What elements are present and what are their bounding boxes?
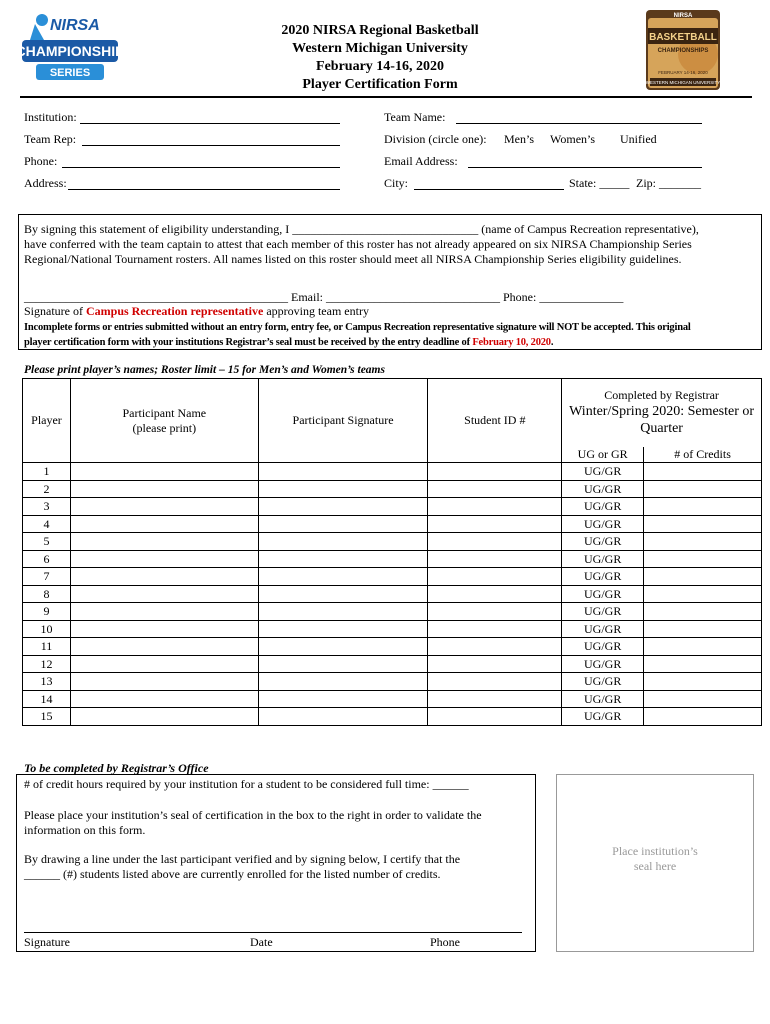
warning-line2-text: player certification form with your institutions Registrar’s seal must be received by the entry deadline of	[24, 337, 473, 348]
participant-signature-cell[interactable]	[258, 673, 428, 691]
credits-cell[interactable]	[644, 516, 762, 533]
header-line3: February 14-16, 2020	[316, 59, 444, 74]
participant-name-cell[interactable]	[70, 638, 258, 656]
player-number: 12	[23, 656, 71, 673]
participant-signature-cell[interactable]	[258, 533, 428, 551]
student-id-cell[interactable]	[428, 586, 562, 603]
ug-gr-cell[interactable]: UG/GR	[562, 621, 644, 638]
eligibility-line3: Regional/National Tournament rosters. All names listed on this roster should meet all NIRSA Championship Series eligibility guidelines.	[24, 252, 682, 266]
participant-signature-cell[interactable]	[258, 656, 428, 673]
roster-row	[23, 516, 762, 533]
basketball-championships-logo	[642, 4, 724, 94]
warning-period: .	[550, 337, 554, 348]
participant-signature-cell[interactable]	[258, 691, 428, 708]
warning-line2	[24, 335, 764, 350]
sig-prefix: Signature of	[24, 304, 86, 318]
student-id-cell[interactable]	[428, 621, 562, 638]
ug-gr-cell[interactable]: UG/GR	[562, 498, 644, 516]
seal-placeholder-line2: seal here	[633, 859, 677, 873]
header-line4: Player Certification Form	[302, 77, 458, 92]
institution-label: Institution:	[24, 110, 77, 124]
col-name-header	[70, 379, 258, 463]
rep-signature-line[interactable]: ____________________________________________ Email: _____________________________ Phone: ______________	[24, 290, 624, 304]
ug-gr-cell[interactable]: UG/GR	[562, 463, 644, 481]
player-number: 2	[23, 481, 71, 498]
institution-field[interactable]	[80, 123, 340, 124]
roster-row	[23, 463, 762, 481]
header-line1: 2020 NIRSA Regional Basketball	[281, 23, 479, 38]
registrar-title: Completed by Registrar	[604, 388, 719, 403]
player-number: 3	[23, 498, 71, 516]
phone-label: Phone:	[24, 154, 58, 168]
header-line2: Western Michigan University	[292, 41, 468, 56]
participant-name-cell[interactable]	[70, 516, 258, 533]
logo-left-line1: CHAMPIONSHIP	[20, 43, 120, 59]
logo-right-ribbon: NIRSA	[673, 13, 693, 19]
participant-signature-cell[interactable]	[258, 516, 428, 533]
player-number: 13	[23, 673, 71, 691]
roster-row	[23, 673, 762, 691]
student-id-cell[interactable]	[428, 708, 562, 726]
roster-row	[23, 621, 762, 638]
participant-signature-cell[interactable]	[258, 568, 428, 586]
credits-cell[interactable]	[644, 568, 762, 586]
certification-line2[interactable]: ______ (#) students listed above are currently enrolled for the listed number of credits.	[24, 867, 441, 881]
student-id-cell[interactable]	[428, 656, 562, 673]
logo-right-place: WESTERN MICHIGAN UNIVERSITY	[645, 80, 721, 85]
roster-row	[23, 481, 762, 498]
ug-gr-cell[interactable]: UG/GR	[562, 691, 644, 708]
participant-name-cell[interactable]	[70, 551, 258, 568]
participant-signature-cell[interactable]	[258, 586, 428, 603]
address-label: Address:	[24, 176, 67, 190]
roster-body	[23, 463, 762, 726]
certification-text	[24, 852, 460, 882]
col-name-line1: Participant Name	[122, 405, 207, 420]
credits-cell[interactable]	[644, 621, 762, 638]
division-womens-option[interactable]: Women’s	[550, 132, 596, 146]
roster-row	[23, 708, 762, 726]
student-id-cell[interactable]	[428, 568, 562, 586]
rep-signature-caption	[24, 304, 369, 319]
logo-right-date: FEBRUARY 14-16, 2020	[658, 70, 708, 75]
student-id-cell[interactable]	[428, 498, 562, 516]
registrar-heading: To be completed by Registrar’s Office	[24, 761, 209, 775]
student-id-cell[interactable]	[428, 551, 562, 568]
eligibility-line1: By signing this statement of eligibility understanding, I _______________________________ (name of Campus Recreation representative),	[24, 222, 699, 236]
ug-gr-cell[interactable]: UG/GR	[562, 638, 644, 656]
credits-cell[interactable]	[644, 586, 762, 603]
sig-red-text: Campus Recreation representative	[86, 304, 264, 318]
participant-name-cell[interactable]	[70, 463, 258, 481]
seal-instruction	[24, 808, 482, 838]
participant-name-cell[interactable]	[70, 533, 258, 551]
player-number: 7	[23, 568, 71, 586]
col-credits-header: # of Credits	[644, 447, 762, 463]
col-ug-header: UG or GR	[562, 447, 644, 463]
credits-cell[interactable]	[644, 603, 762, 621]
registrar-phone-label: Phone	[430, 935, 460, 949]
participant-name-cell[interactable]	[70, 498, 258, 516]
state-field[interactable]: State: _____	[569, 176, 630, 190]
credits-cell[interactable]	[644, 498, 762, 516]
sig-suffix: approving team entry	[263, 304, 369, 318]
registrar-signature-label: Signature	[24, 935, 70, 949]
incomplete-warning	[24, 320, 764, 350]
player-number: 4	[23, 516, 71, 533]
ug-gr-cell[interactable]: UG/GR	[562, 673, 644, 691]
roster-row	[23, 551, 762, 568]
email-label: Email Address:	[384, 154, 458, 168]
player-number: 5	[23, 533, 71, 551]
registrar-header	[562, 379, 762, 447]
credits-cell[interactable]	[644, 551, 762, 568]
roster-row	[23, 586, 762, 603]
form-header	[230, 22, 530, 94]
team-rep-label: Team Rep:	[24, 132, 77, 146]
logo-right-title1: BASKETBALL	[649, 32, 717, 43]
participant-signature-cell[interactable]	[258, 481, 428, 498]
seal-instruction-line1: Please place your institution’s seal of certification in the box to the right in order to validate the	[24, 808, 482, 822]
seal-placeholder	[556, 844, 754, 874]
participant-name-cell[interactable]	[70, 708, 258, 726]
player-number: 15	[23, 708, 71, 726]
participant-name-cell[interactable]	[70, 656, 258, 673]
credits-cell[interactable]	[644, 691, 762, 708]
credits-cell[interactable]	[644, 673, 762, 691]
ug-gr-cell[interactable]: UG/GR	[562, 551, 644, 568]
participant-name-cell[interactable]	[70, 481, 258, 498]
ug-gr-cell[interactable]: UG/GR	[562, 481, 644, 498]
roster-row	[23, 568, 762, 586]
seal-placeholder-line1: Place institution’s	[612, 844, 698, 858]
student-id-cell[interactable]	[428, 463, 562, 481]
roster-row	[23, 691, 762, 708]
player-number: 10	[23, 621, 71, 638]
player-number: 8	[23, 586, 71, 603]
player-number: 1	[23, 463, 71, 481]
participant-name-cell[interactable]	[70, 621, 258, 638]
address-field[interactable]	[68, 189, 340, 190]
col-name-line2: (please print)	[132, 420, 197, 435]
roster-instruction: Please print player’s names; Roster limit – 15 for Men’s and Women’s teams	[24, 364, 385, 376]
email-field[interactable]	[468, 167, 702, 168]
division-mens-option[interactable]: Men’s	[504, 132, 534, 146]
player-number: 14	[23, 691, 71, 708]
roster-row	[23, 638, 762, 656]
eligibility-text	[24, 222, 756, 267]
phone-field[interactable]	[62, 167, 340, 168]
header-divider	[20, 96, 752, 98]
division-unified-option[interactable]: Unified	[620, 132, 657, 146]
ug-gr-cell[interactable]: UG/GR	[562, 708, 644, 726]
student-id-cell[interactable]	[428, 481, 562, 498]
roster-row	[23, 533, 762, 551]
credits-cell[interactable]	[644, 656, 762, 673]
city-label: City:	[384, 176, 409, 190]
ug-gr-cell[interactable]: UG/GR	[562, 656, 644, 673]
participant-name-cell[interactable]	[70, 603, 258, 621]
registrar-date-label: Date	[250, 935, 273, 949]
participant-name-cell[interactable]	[70, 673, 258, 691]
credits-cell[interactable]	[644, 638, 762, 656]
ug-gr-cell[interactable]: UG/GR	[562, 603, 644, 621]
registrar-term: Winter/Spring 2020: Semester or Quarter	[569, 404, 755, 437]
participant-signature-cell[interactable]	[258, 603, 428, 621]
team-name-label: Team Name:	[384, 110, 446, 124]
credits-cell[interactable]	[644, 481, 762, 498]
participant-signature-cell[interactable]	[258, 621, 428, 638]
student-id-cell[interactable]	[428, 533, 562, 551]
student-id-cell[interactable]	[428, 673, 562, 691]
credits-cell[interactable]	[644, 533, 762, 551]
warning-line1: Incomplete forms or entries submitted without an entry form, entry fee, or Campus Recreation representative signature will NOT be accepted. This original	[24, 322, 691, 333]
student-id-cell[interactable]	[428, 516, 562, 533]
ug-gr-cell[interactable]: UG/GR	[562, 533, 644, 551]
col-player-header: Player	[23, 379, 71, 463]
zip-field[interactable]: Zip: _______	[636, 176, 701, 190]
student-id-cell[interactable]	[428, 691, 562, 708]
ug-gr-cell[interactable]: UG/GR	[562, 568, 644, 586]
team-name-field[interactable]	[456, 123, 702, 124]
participant-signature-cell[interactable]	[258, 498, 428, 516]
participant-name-cell[interactable]	[70, 586, 258, 603]
seal-instruction-line2: information on this form.	[24, 823, 146, 837]
certification-line1: By drawing a line under the last participant verified and by signing below, I certify that the	[24, 852, 461, 866]
roster-header-row	[23, 379, 762, 447]
participant-signature-cell[interactable]	[258, 708, 428, 726]
logo-left-line2: SERIES	[49, 67, 91, 79]
participant-signature-cell[interactable]	[258, 551, 428, 568]
student-id-cell[interactable]	[428, 603, 562, 621]
ug-gr-cell[interactable]: UG/GR	[562, 586, 644, 603]
deadline-date: February 10, 2020	[472, 337, 551, 348]
roster-row	[23, 498, 762, 516]
col-signature-header: Participant Signature	[258, 379, 428, 463]
player-number: 6	[23, 551, 71, 568]
roster-table	[22, 378, 762, 726]
registrar-signature-line[interactable]	[24, 932, 522, 933]
credits-cell[interactable]	[644, 463, 762, 481]
roster-row	[23, 603, 762, 621]
credit-hours-text[interactable]: # of credit hours required by your institution for a student to be considered full time: ______	[24, 777, 469, 791]
participant-signature-cell[interactable]	[258, 638, 428, 656]
nirsa-championship-series-logo	[20, 10, 120, 84]
player-number: 11	[23, 638, 71, 656]
roster-row	[23, 656, 762, 673]
eligibility-line2: have conferred with the team captain to attest that each member of this roster has not already appeared on six NIRSA Championship Series	[24, 237, 692, 251]
col-id-header: Student ID #	[428, 379, 562, 463]
city-field[interactable]	[414, 189, 564, 190]
credits-cell[interactable]	[644, 708, 762, 726]
student-id-cell[interactable]	[428, 638, 562, 656]
team-rep-field[interactable]	[82, 145, 340, 146]
logo-right-title2: CHAMPIONSHIPS	[657, 48, 709, 54]
participant-name-cell[interactable]	[70, 568, 258, 586]
participant-signature-cell[interactable]	[258, 463, 428, 481]
division-label: Division (circle one):	[384, 132, 487, 146]
ug-gr-cell[interactable]: UG/GR	[562, 516, 644, 533]
logo-left-top: NIRSA	[50, 17, 100, 34]
player-number: 9	[23, 603, 71, 621]
participant-name-cell[interactable]	[70, 691, 258, 708]
